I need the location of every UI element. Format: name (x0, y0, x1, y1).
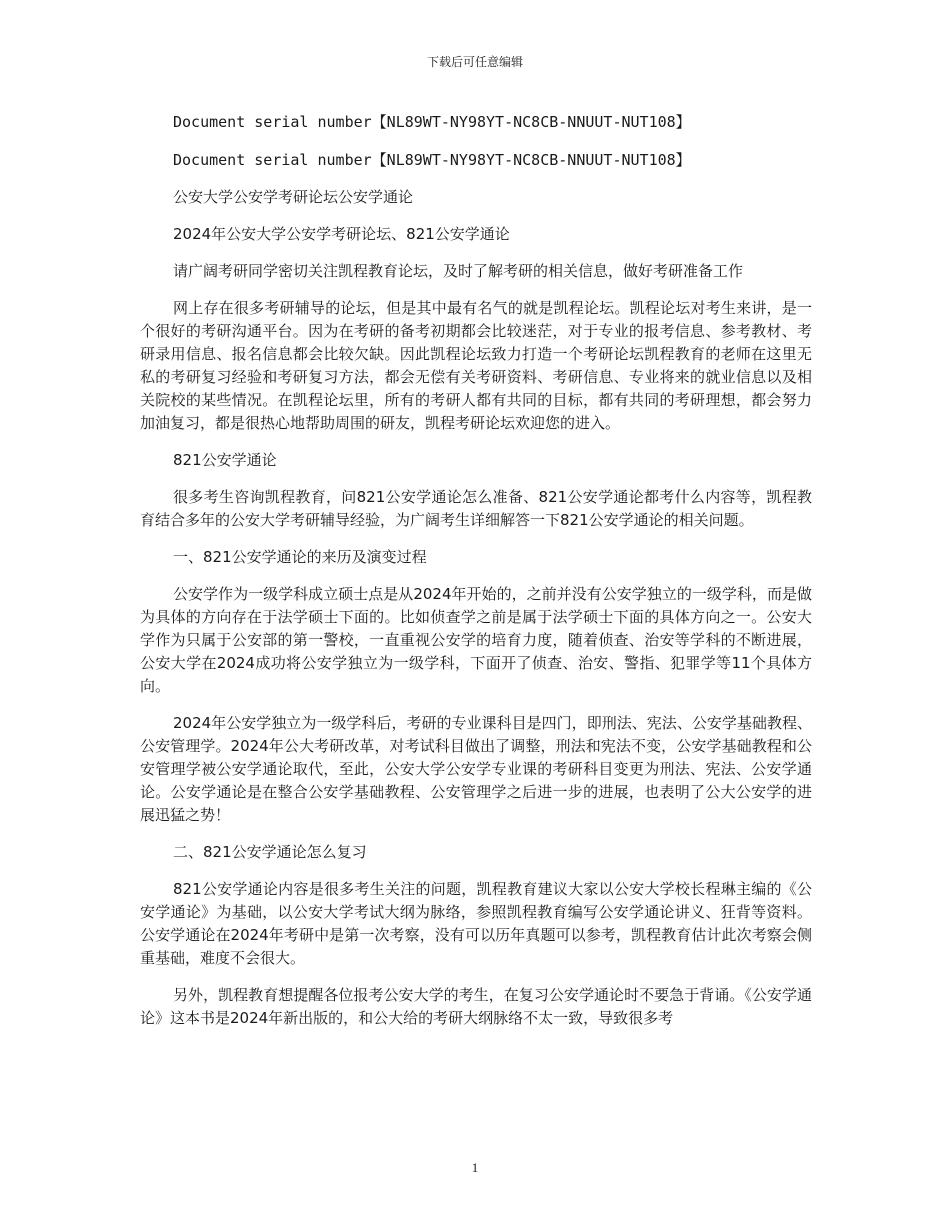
consult-paragraph: 很多考生咨询凯程教育，问821公安学通论怎么准备、821公安学通论都考什么内容等，凯程教育结合多年的公安大学考研辅导经验，为广阔考生详细解答一下821公安学通论的相关问题。 (140, 488, 812, 529)
document-title: 公安大学公安学考研论坛公安学通论 (173, 188, 414, 206)
page-header-note: 下载后可任意编辑 (426, 55, 523, 69)
section-2-paragraph-2: 另外，凯程教育想提醒各位报考公安大学的考生，在复习公安学通论时不要急于背诵。《公安学通论》这本书是2024年新出版的，和公大给的考研大纲脉络不太一致，导致很多考 (140, 986, 812, 1027)
intro-paragraph: 请广阔考研同学密切关注凯程教育论坛，及时了解考研的相关信息，做好考研准备工作 (173, 262, 744, 280)
section-1-paragraph-1: 公安学作为一级学科成立硕士点是从2024年开始的，之前并没有公安学独立的一级学科，而是做为具体的方向存在于法学硕士下面的。比如侦查学之前是属于法学硕士下面的具体方向之一。公安大学作为只属于公安部的第一警校，一直重视公安学的培育力度，随着侦查、治安等学科的不断进展，公安大学在2024成功将公安学独立为一级学科，下面开了侦查、治安、警指、犯罪学等11个具体方向。 (140, 585, 812, 695)
document-body (140, 110, 812, 1044)
page-number: 1 (471, 1160, 479, 1175)
section-heading-821: 821公安学通论 (173, 451, 277, 469)
section-2-paragraph-1: 821公安学通论内容是很多考生关注的问题，凯程教育建议大家以公安大学校长程琳主编的《公安学通论》为基础，以公安大学考试大纲为脉络，参照凯程教育编写公安学通论讲义、狂背等资料。公安学通论在2024年考研中是第一次考察，没有可以历年真题可以参考，凯程教育估计此次考察会侧重基础，难度不会很大。 (140, 880, 812, 967)
section-1-paragraph-2: 2024年公安学独立为一级学科后，考研的专业课科目是四门，即刑法、宪法、公安学基础教程、公安管理学。2024年公大考研改革，对考试科目做出了调整，刑法和宪法不变，公安学基础教程和公安管理学被公安学通论取代，至此，公安大学公安学专业课的考研科目变更为刑法、宪法、公安学通论。公安学通论是在整合公安学基础教程、公安管理学之后进一步的进展，也表明了公大公安学的进展迅猛之势！ (140, 714, 812, 824)
section-1-heading: 一、821公安学通论的来历及演变过程 (173, 548, 427, 566)
section-2-heading: 二、821公安学通论怎么复习 (173, 843, 367, 861)
serial-number-line: Document serial number【NL89WT-NY98YT-NC8CB-NNUUT-NUT108】 (173, 113, 691, 131)
document-subtitle: 2024年公安大学公安学考研论坛、821公安学通论 (173, 225, 510, 243)
forum-paragraph: 网上存在很多考研辅导的论坛，但是其中最有名气的就是凯程论坛。凯程论坛对考生来讲，是一个很好的考研沟通平台。因为在考研的备考初期都会比较迷茫，对于专业的报考信息、参考教材、考研录用信息、报名信息都会比较欠缺。因此凯程论坛致力打造一个考研论坛凯程教育的老师在这里无私的考研复习经验和考研复习方法，都会无偿有关考研资料、考研信息、专业将来的就业信息以及相关院校的某些情况。在凯程论坛里，所有的考研人都有共同的目标，都有共同的考研理想，都会努力加油复习，都是很热心地帮助周围的研友，凯程考研论坛欢迎您的进入。 (140, 299, 812, 432)
serial-number-line: Document serial number【NL89WT-NY98YT-NC8CB-NNUUT-NUT108】 (173, 151, 691, 169)
